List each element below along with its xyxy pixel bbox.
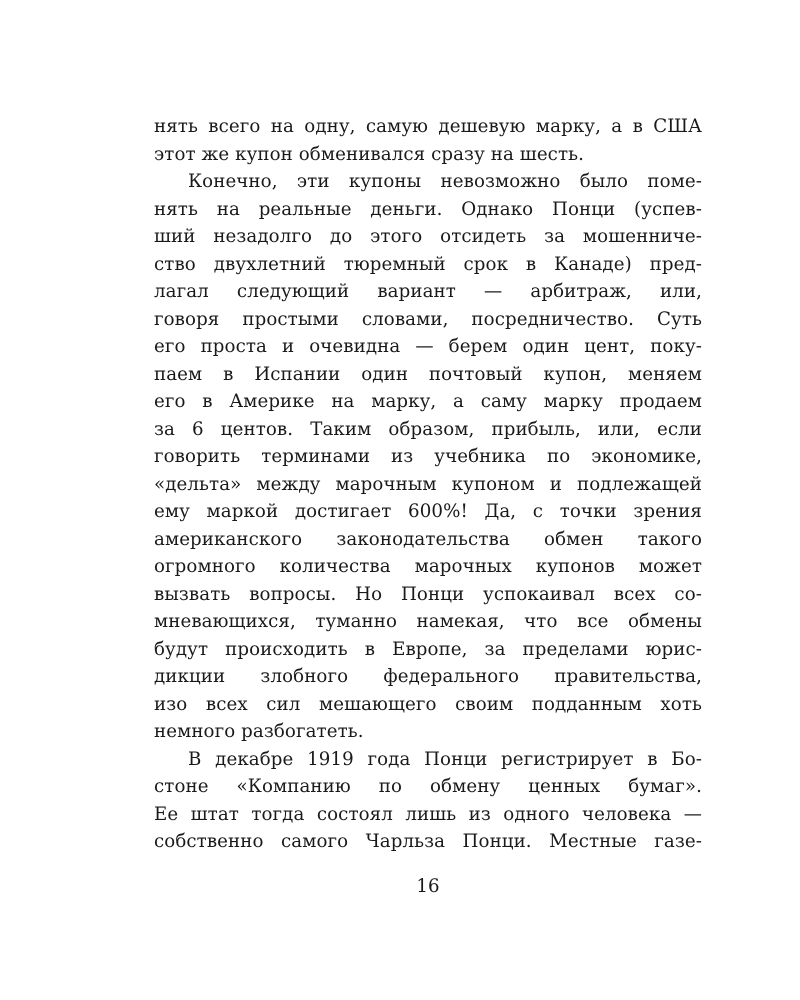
text-line: будут происходить в Европе, за пределами юрис- xyxy=(154,638,702,660)
text-line: В декабре 1919 года Понци регистрирует в Бо- xyxy=(188,748,702,770)
text-line: вызвать вопросы. Но Понци успокаивал всех со- xyxy=(154,583,702,605)
text-line: его в Америке на марку, а саму марку продаем xyxy=(154,391,702,412)
text-line: мневающихся, туманно намекая, что все обмены xyxy=(154,611,702,632)
text-line: стоне «Компанию по обмену ценных бумаг». xyxy=(154,776,702,797)
text-line: ему маркой достигает 600%! Да, с точки зрения xyxy=(154,501,702,522)
text-line: ший незадолго до этого отсидеть за мошенниче- xyxy=(154,226,702,247)
text-line: его проста и очевидна — берем один цент, поку- xyxy=(154,336,702,357)
text-line: говорить терминами из учебника по экономике, xyxy=(154,446,702,467)
text-line: паем в Испании один почтовый купон, меняем xyxy=(154,363,702,385)
text-line: Ее штат тогда состоял лишь из одного человека — xyxy=(154,803,702,825)
text-line: американского законодательства обмен такого xyxy=(154,528,702,550)
text-line: Конечно, эти купоны невозможно было поме- xyxy=(188,171,702,192)
text-line: нять всего на одну, самую дешевую марку, а в США xyxy=(154,116,702,137)
text-line: лагал следующий вариант — арбитраж, или, xyxy=(154,281,702,302)
text-line: говоря простыми словами, посредничество. Суть xyxy=(154,308,702,330)
body-text xyxy=(154,113,702,856)
text-line: дикции злобного федерального правительства, xyxy=(154,666,702,687)
text-line: «дельта» между марочным купоном и подлежащей xyxy=(154,473,702,495)
text-line: этот же купон обменивался сразу на шесть. xyxy=(154,143,585,165)
text-line: немного разбогатеть. xyxy=(154,721,364,742)
text-line: огромного количества марочных купонов может xyxy=(154,556,702,577)
page-number: 16 xyxy=(416,876,440,897)
text-line: нять на реальные деньги. Однако Понци (успев- xyxy=(154,198,702,220)
text-line: изо всех сил мешающего своим подданным хоть xyxy=(154,693,702,715)
text-line: собственно самого Чарльза Понци. Местные газе- xyxy=(154,831,702,852)
text-line: ство двухлетний тюремный срок в Канаде) пред- xyxy=(154,253,702,275)
text-line: за 6 центов. Таким образом, прибыль, или, если xyxy=(154,418,702,440)
